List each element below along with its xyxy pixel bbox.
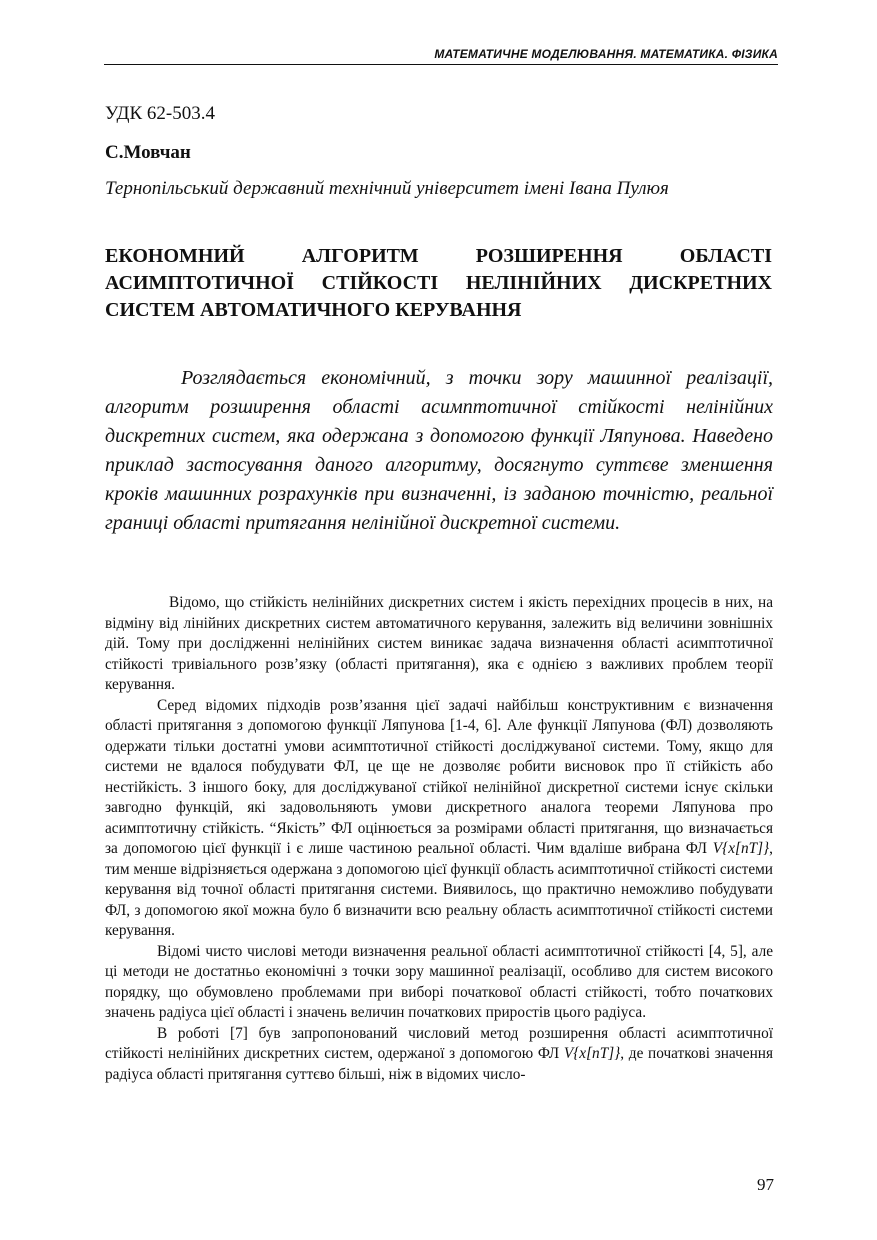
article-title: ЕКОНОМНИЙ АЛГОРИТМ РОЗШИРЕННЯ ОБЛАСТІ АСИМПТОТИЧНОЇ СТІЙКОСТІ НЕЛІНІЙНИХ ДИСКРЕТНИХ СИСТЕМ АВТОМАТИЧНОГО КЕРУВАННЯ <box>105 245 772 321</box>
author-name: С.Мовчан <box>105 142 191 163</box>
body-paragraph-2-text-a: Серед відомих підходів розв’язання цієї задачі найбільш конструктивним є визначення області притягання з допомогою функції Ляпунова [1-4, 6]. Але функції Ляпунова (ФЛ) дозволяють одержати тільки достатні умови асимптотичної стійкості досліджуваної системи. Тому, якщо для системи не вдалося побудувати ФЛ, це ще не дозволяє робити висновок про її стійкість або нестійкість. З іншого боку, для досліджуваної стійкої нелінійної дискретної системи існує скільки завгодно функцій, які задовольняють умови дискретного аналога теореми Ляпунова про асимптотичну стійкість. “Якість” ФЛ оцінюється за розмірами області притягання, що визначається за допомогою цієї функції і є лише частиною реальної області. Чим вдаліше вибрана ФЛ <box>105 696 773 857</box>
article-body <box>105 593 773 1085</box>
abstract: Розглядається економічний, з точки зору машинної реалізації, алгоритм розширення області асимптотичної стійкості нелінійних дискретних систем, яка одержана з допомогою функції Ляпунова. Наведено приклад застосування даного алгоритму, досягнуто суттєве зменшення кроків машинних розрахунків при визначенні, із заданою точністю, реальної границі області притягання нелінійної дискретної системи. <box>105 367 773 534</box>
body-paragraph-4 <box>105 1024 773 1086</box>
author-affiliation: Тернопільський державний технічний університет імені Івана Пулюя <box>105 178 669 199</box>
body-paragraph-4-text-b: , де початкові значення радіуса області притягання суттєво більші, ніж в відомих число- <box>105 1045 773 1083</box>
body-paragraph-3: Відомі чисто числові методи визначення реальної області асимптотичної стійкості [4, 5], але ці методи не достатньо економічні з точки зору машинної реалізації, особливо для систем високого порядку, що обумовлено проблемами при виборі початкової області стійкості, тобто початкових значень радіуса цієї області і значень величин початкових приростів цього радіуса. <box>105 942 773 1021</box>
lyapunov-function-formula: V{x[nT]} <box>712 840 770 857</box>
body-paragraph-2 <box>105 696 773 942</box>
body-paragraph-1: Відомо, що стійкість нелінійних дискретних систем і якість перехідних процесів в них, на відміну від лінійних дискретних систем автоматичного керування, залежить від величини зовнішніх дій. Тому при дослідженні нелінійних систем виникає задача визначення області асимптотичної стійкості тривіального розв’язку (області притягання), яка є однією з важливих проблем теорії керування. <box>105 594 773 693</box>
body-paragraph-4-text-a: В роботі [7] був запропонований числовий метод розширення області асимптотичної стійкості нелінійних дискретних систем, одержаної з допомогою ФЛ <box>105 1024 773 1062</box>
lyapunov-function-formula: V{x[nT]} <box>563 1045 621 1062</box>
running-header: МАТЕМАТИЧНЕ МОДЕЛЮВАННЯ. МАТЕМАТИКА. ФІЗИКА <box>434 47 778 61</box>
header-rule <box>104 64 778 65</box>
page-number: 97 <box>757 1175 774 1194</box>
udc-code: УДК 62-503.4 <box>105 103 215 124</box>
body-paragraph-2-text-b: , тим менше відрізняється одержана з допомогою цієї функції область асимптотичної стійкості системи керування від точної області притягання системи. Виявилось, що практично неможливо побудувати ФЛ, з допомогою якої можна було б визначити всю реальну область асимптотичної стійкості системи керування. <box>105 840 773 939</box>
